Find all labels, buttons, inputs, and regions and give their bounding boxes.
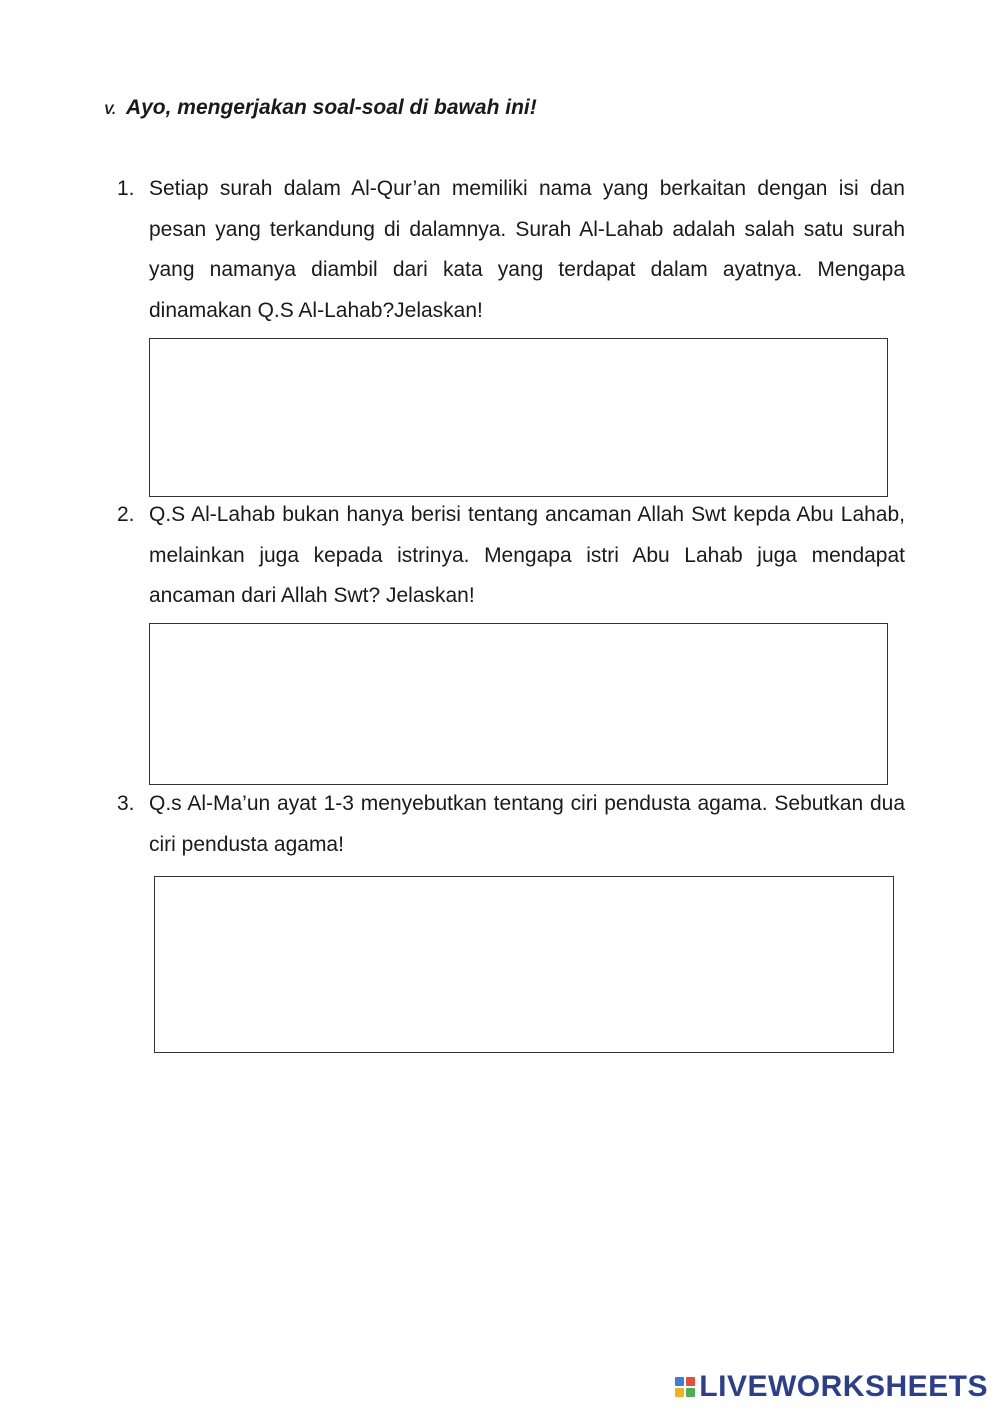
- logo-tile: [686, 1388, 695, 1397]
- question-text: Setiap surah dalam Al-Qur’an memiliki nama yang berkaitan dengan isi dan pesan yang terkandung di dalamnya. Surah Al-Lahab adalah salah satu surah yang namanya diambil dari kata yang terdapat dalam ayatnya. Mengapa dinamakan Q.S Al-Lahab?Jelaskan!: [149, 177, 905, 322]
- logo-tile: [686, 1377, 695, 1386]
- question-1: [117, 169, 905, 331]
- question-3: [117, 784, 905, 865]
- liveworksheets-logo-icon: [675, 1377, 695, 1397]
- answer-input-2[interactable]: [150, 624, 887, 784]
- logo-tile: [675, 1377, 684, 1386]
- question-number: 3.: [117, 792, 135, 815]
- question-text: Q.s Al-Ma’un ayat 1-3 menyebutkan tentang ciri pendusta agama. Sebutkan dua ciri pendusta agama!: [149, 792, 905, 856]
- answer-box-1[interactable]: [149, 338, 888, 497]
- brand-wordmark: LIVEWORKSHEETS: [699, 1370, 988, 1403]
- answer-input-1[interactable]: [150, 339, 887, 496]
- section-number: V.: [104, 101, 116, 117]
- question-2: [117, 495, 905, 617]
- question-number: 2.: [117, 503, 135, 526]
- answer-input-3[interactable]: [155, 877, 893, 1052]
- answer-box-2[interactable]: [149, 623, 888, 785]
- section-title: Ayo, mengerjakan soal-soal di bawah ini!: [125, 96, 537, 119]
- liveworksheets-brand: [675, 1370, 988, 1404]
- logo-tile: [675, 1388, 684, 1397]
- question-number: 1.: [117, 177, 135, 200]
- question-text: Q.S Al-Lahab bukan hanya berisi tentang ancaman Allah Swt kepda Abu Lahab, melainkan juga kepada istrinya. Mengapa istri Abu Lahab juga mendapat ancaman dari Allah Swt? Jelaskan!: [149, 503, 905, 607]
- section-heading: [104, 96, 537, 120]
- answer-box-3[interactable]: [154, 876, 894, 1053]
